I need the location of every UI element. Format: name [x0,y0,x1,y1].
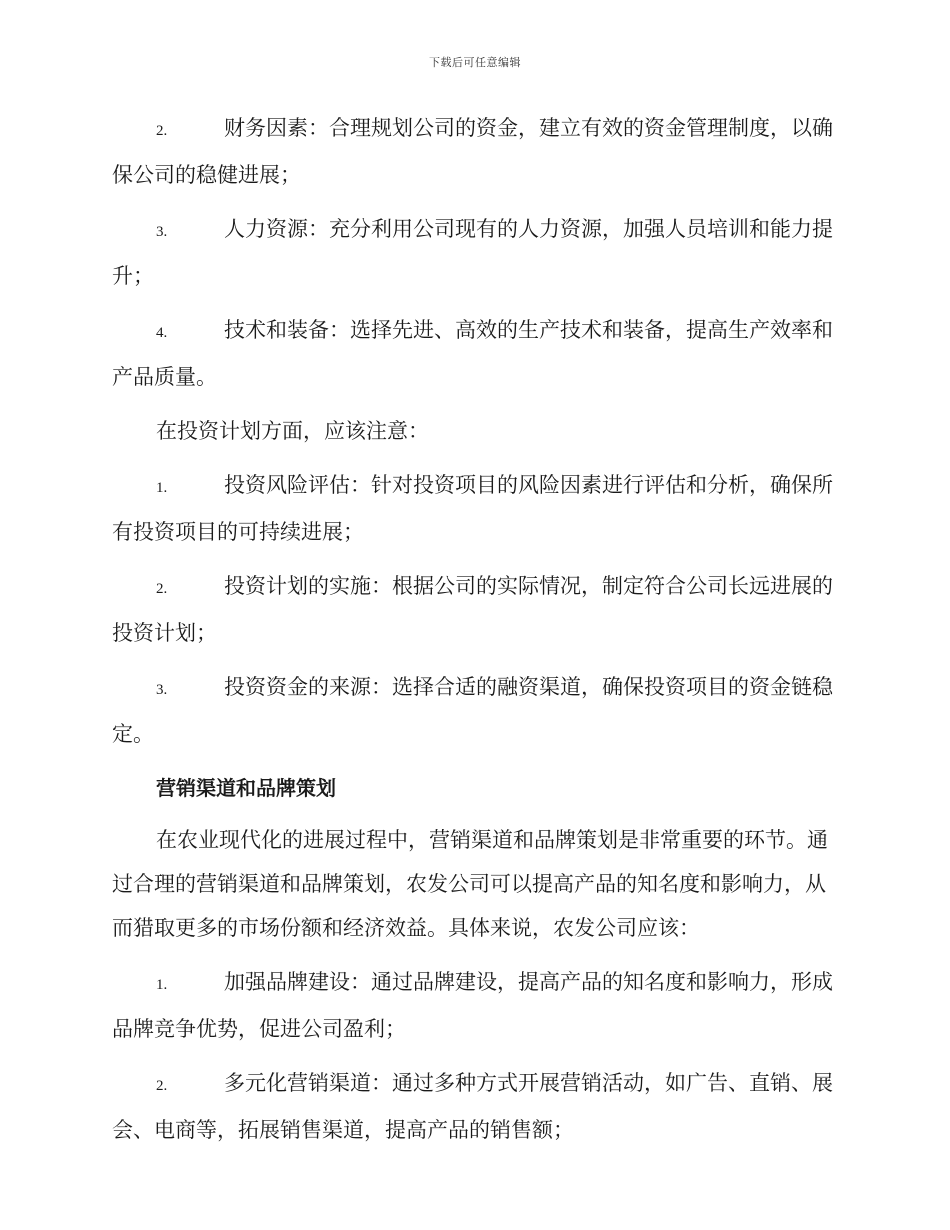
paragraph-marketing-intro: 在农业现代化的进展过程中，营销渠道和品牌策划是非常重要的环节。通过合理的营销渠道和品牌策划，农发公司可以提高产品的知名度和影响力，从而猎取更多的市场份额和经济效益。具体来说，农发公司应该： [112,828,828,940]
list-item-brand-building [112,960,840,1051]
list-item-text: 财务因素：合理规划公司的资金，建立有效的资金管理制度，以确保公司的稳健进展； [112,116,833,187]
list-item-funding-source [112,665,840,756]
list-item-finance [112,106,840,197]
list-item-text: 投资计划的实施：根据公司的实际情况，制定符合公司长远进展的投资计划； [112,574,833,645]
list-item-text: 多元化营销渠道：通过多种方式开展营销活动，如广告、直销、展会、电商等，拓展销售渠道，提高产品的销售额； [112,1071,833,1142]
list-item-text: 投资资金的来源：选择合适的融资渠道，确保投资项目的资金链稳定。 [112,675,833,746]
list-item-marketing-channels [112,1061,840,1152]
document-body [112,106,840,1162]
list-item-human-resources [112,207,840,298]
list-item-text: 加强品牌建设：通过品牌建设，提高产品的知名度和影响力，形成品牌竞争优势，促进公司盈利； [112,970,833,1041]
list-item-text: 投资风险评估：针对投资项目的风险因素进行评估和分析，确保所有投资项目的可持续进展； [112,473,833,544]
list-item-risk-assessment [112,463,840,554]
list-item-technology [112,308,840,399]
section-heading: 营销渠道和品牌策划 [156,776,336,800]
list-item-text: 技术和装备：选择先进、高效的生产技术和装备，提高生产效率和产品质量。 [112,318,833,389]
paragraph-investment-intro: 在投资计划方面，应该注意： [156,419,429,443]
list-number: 4. [156,325,168,341]
list-item-plan-implementation [112,564,840,655]
list-item-text: 人力资源：充分利用公司现有的人力资源，加强人员培训和能力提升； [112,217,833,288]
page-header: 下载后可任意编辑 [429,56,521,69]
list-number: 2. [156,581,168,597]
list-number: 2. [156,1078,168,1094]
list-number: 1. [156,480,168,496]
list-number: 1. [156,977,168,993]
list-number: 3. [156,682,168,698]
list-number: 2. [156,123,168,139]
list-number: 3. [156,224,168,240]
